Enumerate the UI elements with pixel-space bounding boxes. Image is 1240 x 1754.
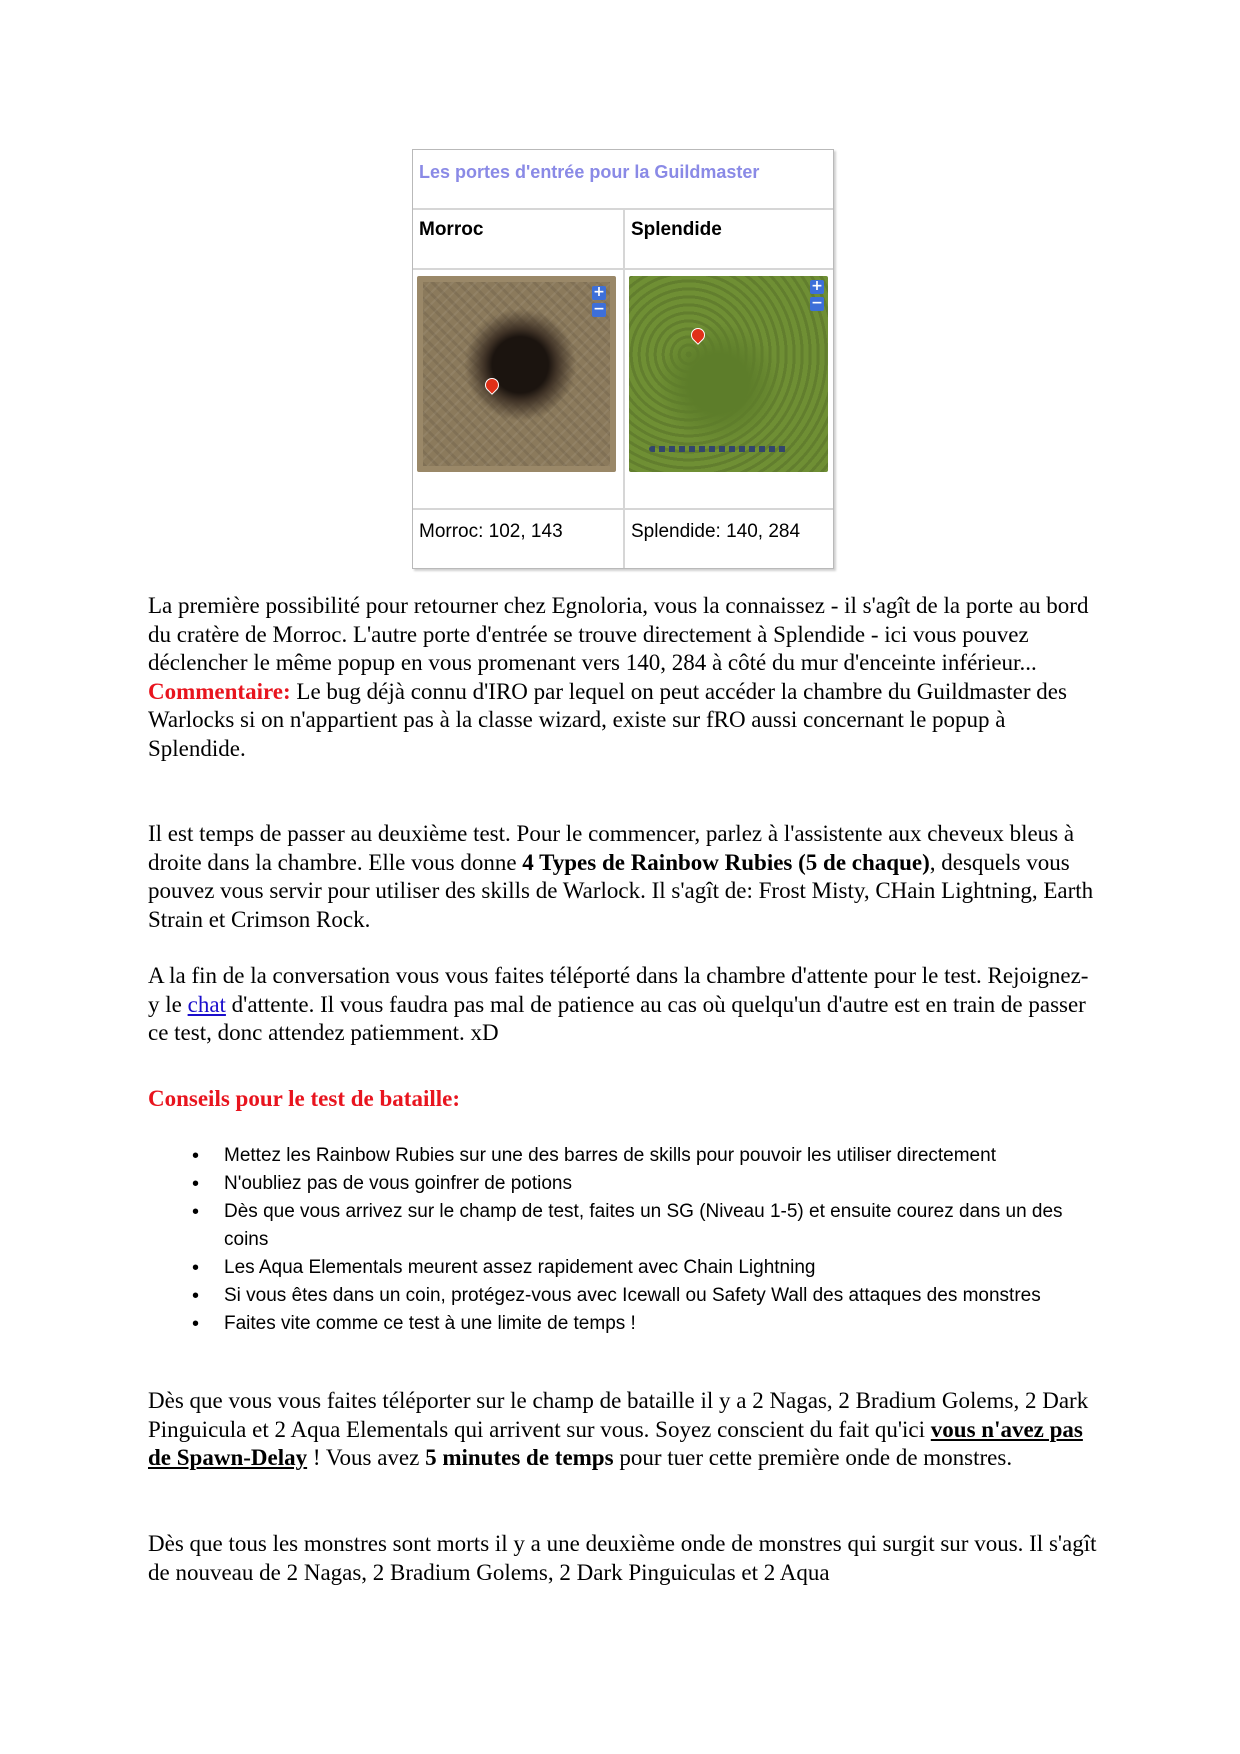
comment-paragraph <box>148 678 1098 764</box>
table-title: Les portes d'entrée pour la Guildmaster <box>419 162 760 182</box>
second-wave-text: Dès que tous les monstres sont morts il y a une deuxième onde de monstres qui surgit sur vous. Il s'agît de nouveau de 2 Nagas, 2 Bradium Golems, 2 Dark Pinguiculas et 2 Aqua <box>148 1531 1097 1585</box>
battle-text-2: ! Vous avez <box>307 1445 426 1470</box>
list-item: • N'oubliez pas de vous goinfrer de potions <box>148 1170 1108 1198</box>
waiting-room-paragraph <box>148 962 1098 1048</box>
column-header-splendide: Splendide <box>623 210 833 268</box>
guildmaster-entrances-table <box>412 149 834 569</box>
zoom-in-icon[interactable]: + <box>811 278 823 294</box>
zoom-out-icon[interactable]: − <box>811 295 823 311</box>
column-header-morroc: Morroc <box>419 219 484 240</box>
five-minutes-bold: 5 minutes de temps <box>425 1445 614 1470</box>
intro-paragraph <box>148 592 1098 763</box>
coords-splendide: Splendide: 140, 284 <box>623 510 833 568</box>
rainbow-rubies-bold: 4 Types de Rainbow Rubies (5 de chaque) <box>522 849 930 875</box>
list-item: • Les Aqua Elementals meurent assez rapidement avec Chain Lightning <box>148 1254 1108 1282</box>
second-test-paragraph <box>148 820 1098 934</box>
battle-field-paragraph <box>148 1387 1098 1473</box>
waiting-room-text-2: d'attente. Il vous faudra pas mal de patience au cas où quelqu'un d'autre est en train de passer ce test, donc attendez patiemment. xD <box>148 991 1086 1045</box>
tips-list <box>148 1142 1108 1338</box>
zoom-in-icon[interactable]: + <box>593 284 605 300</box>
waiting-room-text-1: A la fin de la conversation vous vous faites téléporté dans la chambre d'attente pour le test. Rejoignez-y le <box>148 963 1089 1017</box>
intro-text: La première possibilité pour retourner chez Egnoloria, vous la connaissez - il s'agît de la porte au bord du cratère de Morroc. L'autre porte d'entrée se trouve directement à Splendide - ici vous pouvez déclencher le même popup en vous promenant vers 140, 284 à côté du mur d'enceinte inférieur... <box>148 593 1089 675</box>
tips-heading: Conseils pour le test de bataille: <box>148 1086 460 1111</box>
comment-label: Commentaire: <box>148 678 291 704</box>
splendide-minimap <box>629 276 828 472</box>
list-item: • Dès que vous arrivez sur le champ de test, faites un SG (Niveau 1-5) et ensuite courez dans un des coins <box>148 1198 1108 1254</box>
map-cell-morroc <box>413 270 623 508</box>
list-item: • Mettez les Rainbow Rubies sur une des barres de skills pour pouvoir les utiliser directement <box>148 1142 1108 1170</box>
coords-morroc: Morroc: 102, 143 <box>419 521 563 542</box>
map-cell-splendide <box>623 270 833 508</box>
table-coords-row <box>413 508 833 568</box>
second-wave-paragraph <box>148 1530 1098 1587</box>
table-title-row <box>413 150 833 208</box>
location-marker-icon <box>688 325 708 345</box>
comment-text: Le bug déjà connu d'IRO par lequel on peut accéder la chambre du Guildmaster des Warlocks si on n'appartient pas à la classe wizard, existe sur fRO aussi concernant le popup à Splendide. <box>148 678 1067 761</box>
second-test-text-2: , desquels vous pouvez vous servir pour utiliser des skills de Warlock. Il s'agît de: Frost Misty, CHain Lightning, Earth Strain et Crimson Rock. <box>148 849 1094 932</box>
table-map-row <box>413 268 833 508</box>
morroc-minimap <box>417 276 616 472</box>
table-header-row <box>413 208 833 268</box>
zoom-out-icon[interactable]: − <box>593 301 605 317</box>
second-test-text-1: Il est temps de passer au deuxième test. Pour le commencer, parlez à l'assistente aux cheveux bleus à droite dans la chambre. Elle vous donne <box>148 821 1075 875</box>
list-item: • Si vous êtes dans un coin, protégez-vous avec Icewall ou Safety Wall des attaques des monstres <box>148 1282 1108 1310</box>
spawn-delay-bold: vous n'avez pas de Spawn-Delay <box>148 1416 1083 1470</box>
list-item: • Faites vite comme ce test à une limite de temps ! <box>148 1310 1108 1338</box>
battle-text-1: Dès que vous vous faites téléporter sur le champ de bataille il y a 2 Nagas, 2 Bradium Golems, 2 Dark Pinguicula et 2 Aqua Elementals qui arrivent sur vous. Soyez conscient du fait qu'ici <box>148 1388 1089 1442</box>
location-marker-icon <box>482 375 502 395</box>
battle-text-3: pour tuer cette première onde de monstres. <box>613 1445 1013 1470</box>
chat-link[interactable]: chat <box>187 991 226 1017</box>
